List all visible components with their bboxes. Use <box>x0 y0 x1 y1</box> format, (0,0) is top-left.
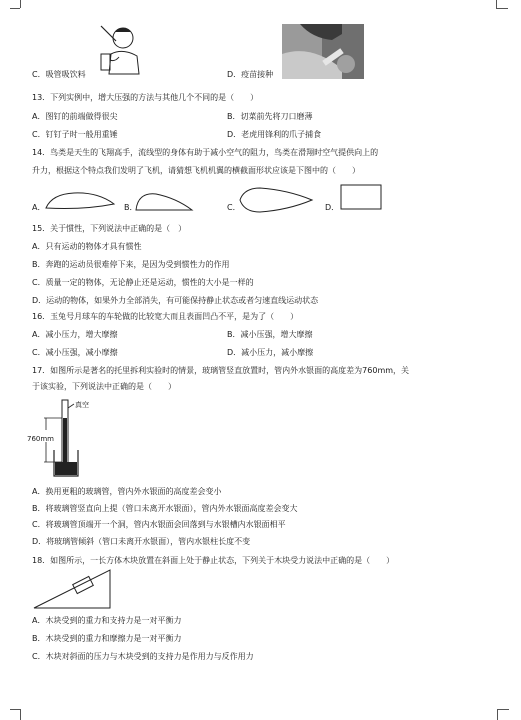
straw-drinking-figure <box>95 24 145 76</box>
q14-label-b: B． <box>124 203 138 212</box>
wing-shape-d <box>340 184 382 210</box>
q18-option-a: A．木块受到的重力和支持力是一对平衡力 <box>32 616 182 625</box>
option-c-prev: C．吸管吸饮料 <box>32 70 86 79</box>
crop-mark-bottom-left <box>10 709 20 710</box>
q13-option-d: D．老虎用锋利的爪子捕食 <box>227 130 322 139</box>
q15-stem: 15．关于惯性，下列说法中正确的是（ ） <box>32 224 187 233</box>
q15-option-a: A．只有运动的物体才具有惯性 <box>32 242 142 251</box>
q13-stem: 13．下列实例中，增大压强的方法与其他几个不同的是（ ） <box>32 93 259 102</box>
q17-stem-line2: 于该实验，下列说法中正确的是（ ） <box>32 382 176 391</box>
wing-shape-c <box>238 186 314 214</box>
wing-shape-b <box>134 188 194 214</box>
wing-shape-a <box>44 190 116 212</box>
q16-option-a: A．减小压力，增大摩擦 <box>32 330 118 339</box>
q16-option-b: B．减小压强，增大摩擦 <box>227 330 313 339</box>
torricelli-height-label: 760mm <box>27 435 54 443</box>
q15-option-b: B．奔跑的运动员很难停下来，是因为受到惯性力的作用 <box>32 260 230 269</box>
q13-option-b: B．切菜前先将刀口磨薄 <box>227 112 313 121</box>
q18-option-c: C．木块对斜面的压力与木块受到的支持力是作用力与反作用力 <box>32 652 254 661</box>
q15-option-c: C．质量一定的物体，无论静止还是运动，惯性的大小是一样的 <box>32 278 254 287</box>
q18-stem: 18．如图所示，一长方体木块放置在斜面上处于静止状态，下列关于木块受力说法中正确的是（ ） <box>32 556 395 565</box>
q17-option-c: C．将玻璃管顶端开一个洞，管内水银面会回落到与水银槽内水银面相平 <box>32 520 286 529</box>
crop-mark-bottom-left-v <box>20 709 21 720</box>
crop-mark-bottom-right <box>497 709 509 710</box>
q16-option-d: D．减小压力，减小摩擦 <box>227 348 314 357</box>
q16-stem: 16．玉兔号月球车的车轮做的比较宽大而且表面凹凸不平，是为了（ ） <box>32 312 299 321</box>
crop-mark-bottom-right-v <box>497 709 498 720</box>
q17-option-a: A．换用更粗的玻璃管，管内外水银面的高度差会变小 <box>32 487 222 496</box>
q14-stem-line1: 14．鸟类是天生的飞翔高手，流线型的身体有助于减小空气的阻力，鸟类在滑翔时空气提供向上的 <box>32 148 379 157</box>
vaccination-photo <box>282 24 364 79</box>
q18-option-b: B．木块受到的重力和摩擦力是一对平衡力 <box>32 634 182 643</box>
crop-mark-top-right <box>496 0 497 8</box>
q17-option-d: D．将玻璃管倾斜（管口未离开水银面），管内水银柱长度不变 <box>32 537 251 546</box>
crop-mark-top-left-h <box>10 8 20 9</box>
q13-option-c: C．钉钉子时一般用重锤 <box>32 130 118 139</box>
q17-stem-line1: 17．如图所示是著名的托里拆利实验时的情景，玻璃管竖直放置时，管内外水银面的高度差为760mm，关 <box>32 366 410 375</box>
q14-label-c: C． <box>227 203 241 212</box>
torricelli-vacuum-label: 真空 <box>75 401 89 409</box>
q14-stem-line2: 升力，根据这个特点我们发明了飞机，请猜想飞机机翼的横截面形状应该是下图中的（ ） <box>32 166 360 175</box>
q15-option-d: D．运动的物体，如果外力全部消失，有可能保持静止状态或者匀速直线运动状态 <box>32 296 319 305</box>
q14-label-d: D． <box>325 203 340 212</box>
incline-block-figure <box>32 566 112 612</box>
option-d-prev: D．疫苗接种 <box>227 70 274 79</box>
crop-mark-top-right-h <box>496 8 508 9</box>
q17-option-b: B．将玻璃管竖直向上提（管口未离开水银面），管内外水银面高度差会变大 <box>32 504 298 513</box>
q16-option-c: C．减小压强，减小摩擦 <box>32 348 118 357</box>
q13-option-a: A．图钉的前端做得很尖 <box>32 112 118 121</box>
q14-label-a: A． <box>32 203 46 212</box>
crop-mark-top-left <box>20 0 21 8</box>
